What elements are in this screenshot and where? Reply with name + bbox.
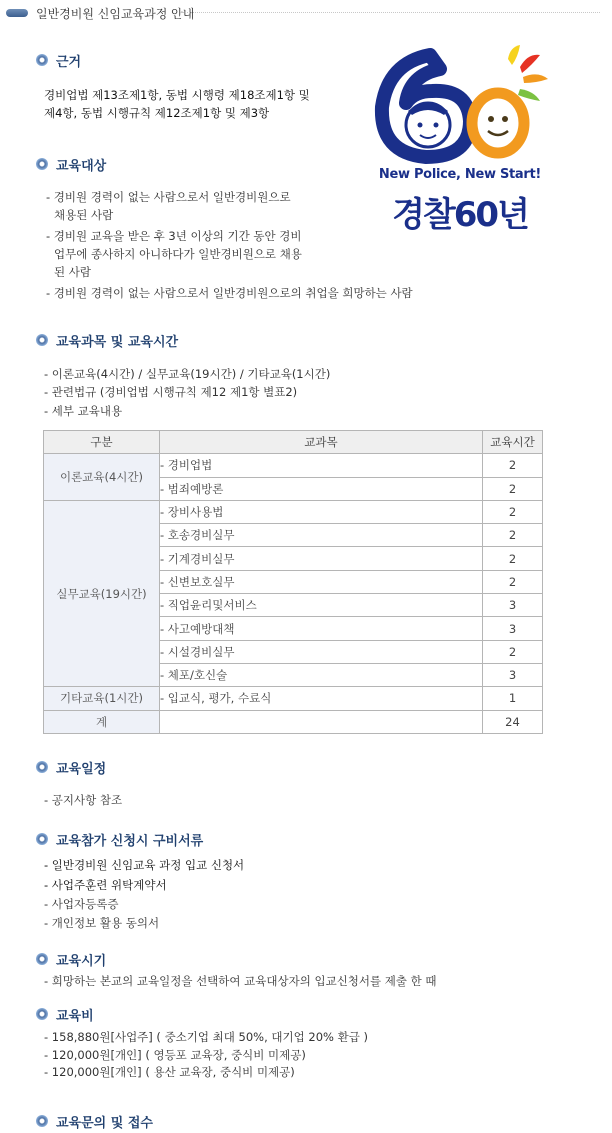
target-line: - 경비원 교육을 받은 후 3년 이상의 기간 동안 경비 [46,229,302,243]
subject-cell: - 시설경비실무 [160,640,483,663]
table-total-row [44,710,543,733]
subjects-line: - 이론교육(4시간) / 실무교육(19시간) / 기타교육(1시간) [44,367,331,381]
basis-line: 경비업법 제13조제1항, 동법 시행령 제18조제1항 및 [44,88,310,102]
hours-cell: 3 [483,663,543,686]
section-subjects-heading: 교육과목 및 교육시간 [36,330,178,350]
documents-line: - 사업주훈련 위탁계약서 [44,878,167,892]
documents-line: - 개인정보 활용 동의서 [44,916,160,930]
subjects-line: - 관련법규 (경비업법 시행규칙 제12 제1항 별표2) [44,385,298,399]
hours-cell: 2 [483,500,543,523]
table-row [44,687,543,710]
fee-line: - 120,000원[개인] ( 영등포 교육장, 중식비 미제공) [44,1048,306,1062]
section-bullet-icon [36,1115,48,1127]
target-line: 채용된 사람 [54,208,114,222]
target-line: 업무에 종사하지 아니하다가 일반경비원으로 채용 [54,247,302,261]
logo-slogan: New Police, New Start! [378,167,542,182]
basis-line: 제4항, 동법 시행규칙 제12조제1항 및 제3항 [44,106,270,120]
documents-line: - 일반경비원 신임교육 과정 입교 신청서 [44,858,245,872]
section-inquiry-heading: 교육문의 및 접수 [36,1111,153,1131]
category-cell: 기타교육(1시간) [44,687,160,710]
table-row [44,500,543,523]
section-bullet-icon [36,1008,48,1020]
subject-cell: - 기계경비실무 [160,547,483,570]
header-bullet-icon [6,9,28,17]
subject-cell: - 범죄예방론 [160,477,483,500]
hours-cell: 2 [483,547,543,570]
section-bullet-icon [36,334,48,346]
section-bullet-icon [36,54,48,66]
curriculum-table [43,430,543,734]
subject-cell: - 입교식, 평가, 수료식 [160,687,483,710]
header-divider [180,12,600,13]
section-timing-heading: 교육시기 [36,949,106,969]
total-subject-cell [160,710,483,733]
logo-graphic-icon [370,45,550,170]
hours-cell: 3 [483,617,543,640]
section-bullet-icon [36,953,48,965]
timing-line: - 희망하는 본교의 교육일정을 선택하여 교육대상자의 입교신청서를 제출 한 때 [44,974,437,988]
total-hours-cell: 24 [483,710,543,733]
column-header: 교육시간 [483,431,543,454]
category-cell: 이론교육(4시간) [44,454,160,501]
fee-line: - 158,880원[사업주] ( 중소기업 최대 50%, 대기업 20% 환급 ) [44,1030,368,1044]
subject-cell: - 장비사용법 [160,500,483,523]
total-label-cell: 계 [44,710,160,733]
hours-cell: 2 [483,570,543,593]
hours-cell: 2 [483,454,543,477]
hours-cell: 2 [483,640,543,663]
hours-cell: 2 [483,524,543,547]
section-schedule-heading: 교육일정 [36,757,106,777]
section-basis-heading: 근거 [36,50,81,70]
documents-line: - 사업자등록증 [44,897,119,911]
target-line: 된 사람 [54,265,91,279]
subject-cell: - 체포/호신술 [160,663,483,686]
fee-line: - 120,000원[개인] ( 용산 교육장, 중식비 미제공) [44,1065,295,1079]
section-fee-heading: 교육비 [36,1004,94,1024]
subject-cell: - 직업윤리및서비스 [160,594,483,617]
subject-cell: - 경비업법 [160,454,483,477]
hours-cell: 3 [483,594,543,617]
page-title: 일반경비원 신임교육과정 안내 [36,7,195,21]
page-header [0,0,612,30]
police-60th-logo [370,45,550,240]
column-header: 구분 [44,431,160,454]
hours-cell: 2 [483,477,543,500]
subject-cell: - 사고예방대책 [160,617,483,640]
target-line: - 경비원 경력이 없는 사람으로서 일반경비원으로의 취업을 희망하는 사람 [46,286,413,300]
section-bullet-icon [36,761,48,773]
hours-cell: 1 [483,687,543,710]
section-bullet-icon [36,833,48,845]
table-header-row [44,431,543,454]
subject-cell: - 신변보호실무 [160,570,483,593]
subject-cell: - 호송경비실무 [160,524,483,547]
category-cell: 실무교육(19시간) [44,500,160,686]
section-target-heading: 교육대상 [36,154,106,174]
table-row [44,454,543,477]
column-header: 교과목 [160,431,483,454]
section-documents-heading: 교육참가 신청시 구비서류 [36,829,203,849]
target-line: - 경비원 경력이 없는 사람으로서 일반경비원으로 [46,190,291,204]
logo-name: 경찰60년 [392,195,528,235]
section-bullet-icon [36,158,48,170]
subjects-line: - 세부 교육내용 [44,404,123,418]
schedule-line: - 공지사항 참조 [44,793,123,807]
